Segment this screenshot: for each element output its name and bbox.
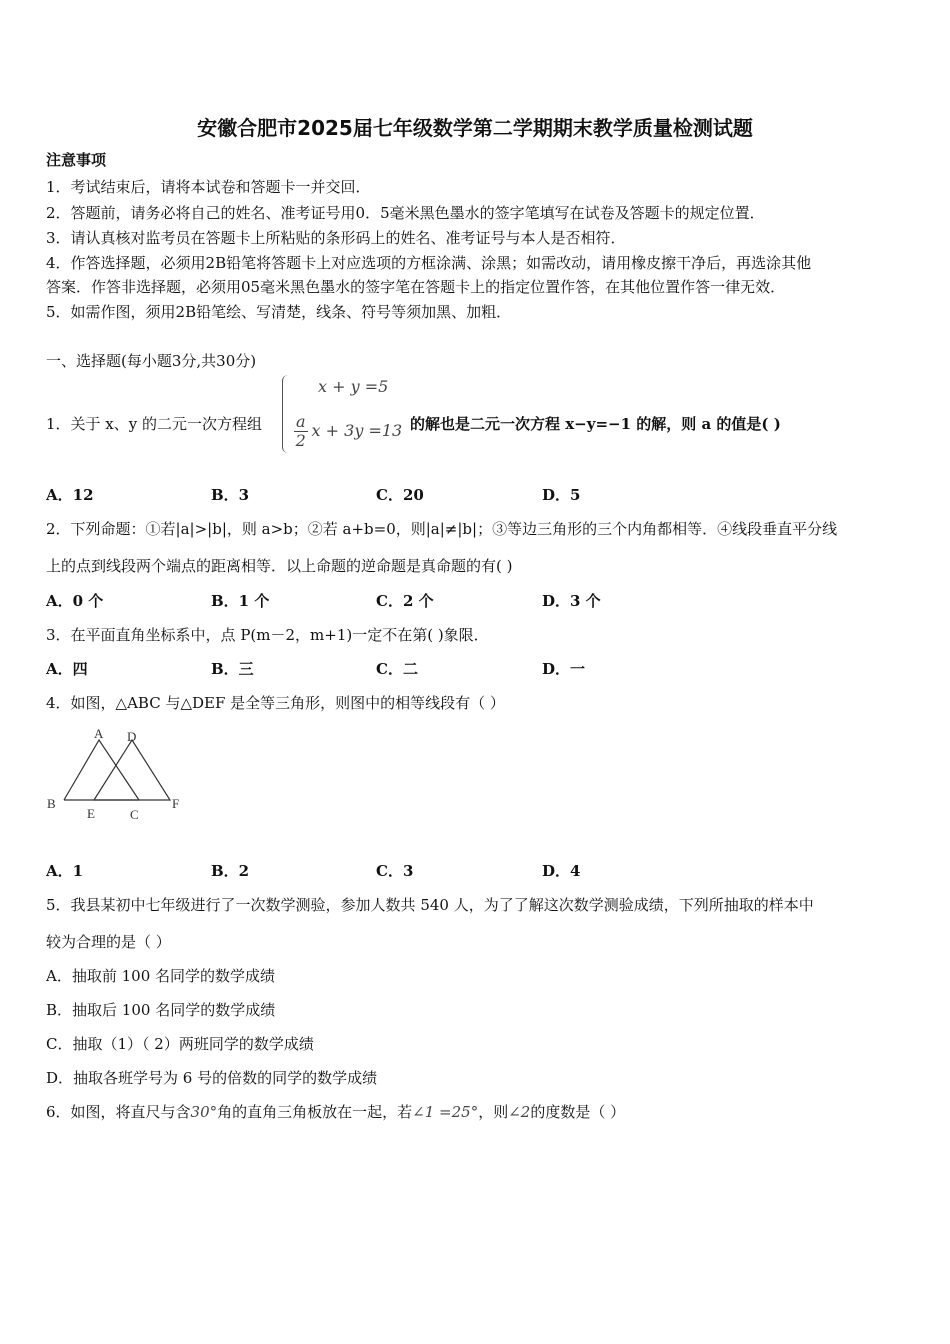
option-c: C．二 — [376, 660, 418, 678]
notice-item: 5．如需作图，须用2B铅笔绘、写清楚，线条、符号等须加黑、加粗． — [46, 303, 512, 321]
section-heading: 一、选择题(每小题3分,共30分) — [46, 352, 257, 370]
option-c — [46, 1034, 314, 1054]
angle-1: ∠1 =25° — [412, 1103, 479, 1121]
notice-item: 4．作答选择题，必须用2B铅笔将答题卡上对应选项的方框涂满、涂黑；如需改动，请用橡皮擦干净后，再选涂其他 — [46, 254, 812, 272]
q6-part: 6．如图，将直尺与含 — [46, 1103, 191, 1121]
angle-2: ∠2 — [508, 1103, 531, 1121]
option-a — [46, 966, 275, 986]
brace — [282, 375, 291, 453]
equation-2 — [294, 413, 402, 450]
q6-text — [46, 1102, 625, 1122]
label-a: A — [94, 726, 104, 741]
q6-part: ，则 — [478, 1103, 509, 1121]
option-d: D．5 — [542, 486, 581, 504]
option-c: C．2 个 — [376, 592, 434, 610]
option-c: C．20 — [376, 486, 424, 504]
q1-prefix: 1．关于 x、y 的二元一次方程组 — [46, 415, 263, 433]
fraction — [294, 413, 308, 450]
label-d: D — [127, 729, 137, 744]
q2-line2: 上的点到线段两个端点的距离相等．以上命题的逆命题是真命题的有( ) — [46, 557, 513, 575]
triangle-abc — [64, 740, 139, 800]
notice-item: 1．考试结束后，请将本试卷和答题卡一并交回． — [46, 178, 371, 196]
q6-part: 的度数是（ ） — [530, 1103, 626, 1121]
option-c: C．3 — [376, 862, 414, 880]
triangle-figure — [44, 722, 194, 828]
q1-suffix: 的解也是二元一次方程 x−y=−1 的解，则 a 的值是( ) — [410, 415, 781, 433]
option-a: A．0 个 — [46, 592, 104, 610]
option-text: C．抽取（1）（ 2）两班同学的数学成绩 — [46, 1035, 314, 1053]
fraction-numerator: a — [296, 412, 306, 431]
label-b: B — [47, 796, 56, 811]
label-c: C — [130, 807, 139, 822]
q5-line1: 5．我县某初中七年级进行了一次数学测验，参加人数共 540 人，为了了解这次数学测验成绩，下列所抽取的样本中 — [46, 896, 814, 914]
equation-system — [282, 373, 412, 457]
option-a: A．四 — [46, 660, 88, 678]
notice-item: 答案．作答非选择题，必须用05毫米黑色墨水的签字笔在答题卡上的指定位置作答，在其他位置作答一律无效． — [46, 278, 786, 296]
notice-heading: 注意事项 — [46, 151, 107, 169]
option-d: D．3 个 — [542, 592, 601, 610]
option-text: A．抽取前 100 名同学的数学成绩 — [46, 967, 276, 985]
option-d: D．4 — [542, 862, 581, 880]
angle-30: 30° — [190, 1103, 218, 1121]
q4-text: 4．如图，△ABC 与△DEF 是全等三角形，则图中的相等线段有（ ） — [46, 694, 505, 712]
q6-part: 角的直角三角板放在一起，若 — [217, 1103, 413, 1121]
notice-item: 3．请认真核对监考员在答题卡上所粘贴的条形码上的姓名、准考证号与本人是否相符． — [46, 229, 626, 247]
equation-1: x + y =5 — [318, 377, 389, 396]
option-b — [46, 1000, 275, 1020]
option-d — [46, 1068, 377, 1088]
option-d: D．一 — [542, 660, 586, 678]
fraction-denominator: 2 — [295, 431, 306, 450]
label-f: F — [172, 796, 180, 811]
q3-text: 3．在平面直角坐标系中，点 P(m－2，m+1)一定不在第( )象限． — [46, 626, 489, 644]
q2-line1: 2．下列命题：①若|a|>|b|，则 a>b；②若 a+b=0，则|a|≠|b|；③等边三角形的三个内角都相等．④线段垂直平分线 — [46, 520, 838, 538]
option-text: B．抽取后 100 名同学的数学成绩 — [46, 1001, 276, 1019]
option-b: B．1 个 — [211, 592, 270, 610]
q5-line2: 较为合理的是（ ） — [46, 933, 171, 951]
page-title: 安徽合肥市2025届七年级数学第二学期期末教学质量检测试题 — [197, 116, 753, 140]
option-a: A．1 — [46, 862, 84, 880]
option-b: B．3 — [211, 486, 250, 504]
equation-2-rest: x + 3y =13 — [311, 421, 403, 440]
option-b: B．三 — [211, 660, 254, 678]
notice-item: 2．答题前，请务必将自己的姓名、准考证号用0．5毫米黑色墨水的签字笔填写在试卷及答题卡的规定位置． — [46, 204, 765, 222]
label-e: E — [87, 806, 95, 821]
option-text: D．抽取各班学号为 6 号的倍数的同学的数学成绩 — [46, 1069, 378, 1087]
option-a: A．12 — [46, 486, 94, 504]
option-b: B．2 — [211, 862, 250, 880]
